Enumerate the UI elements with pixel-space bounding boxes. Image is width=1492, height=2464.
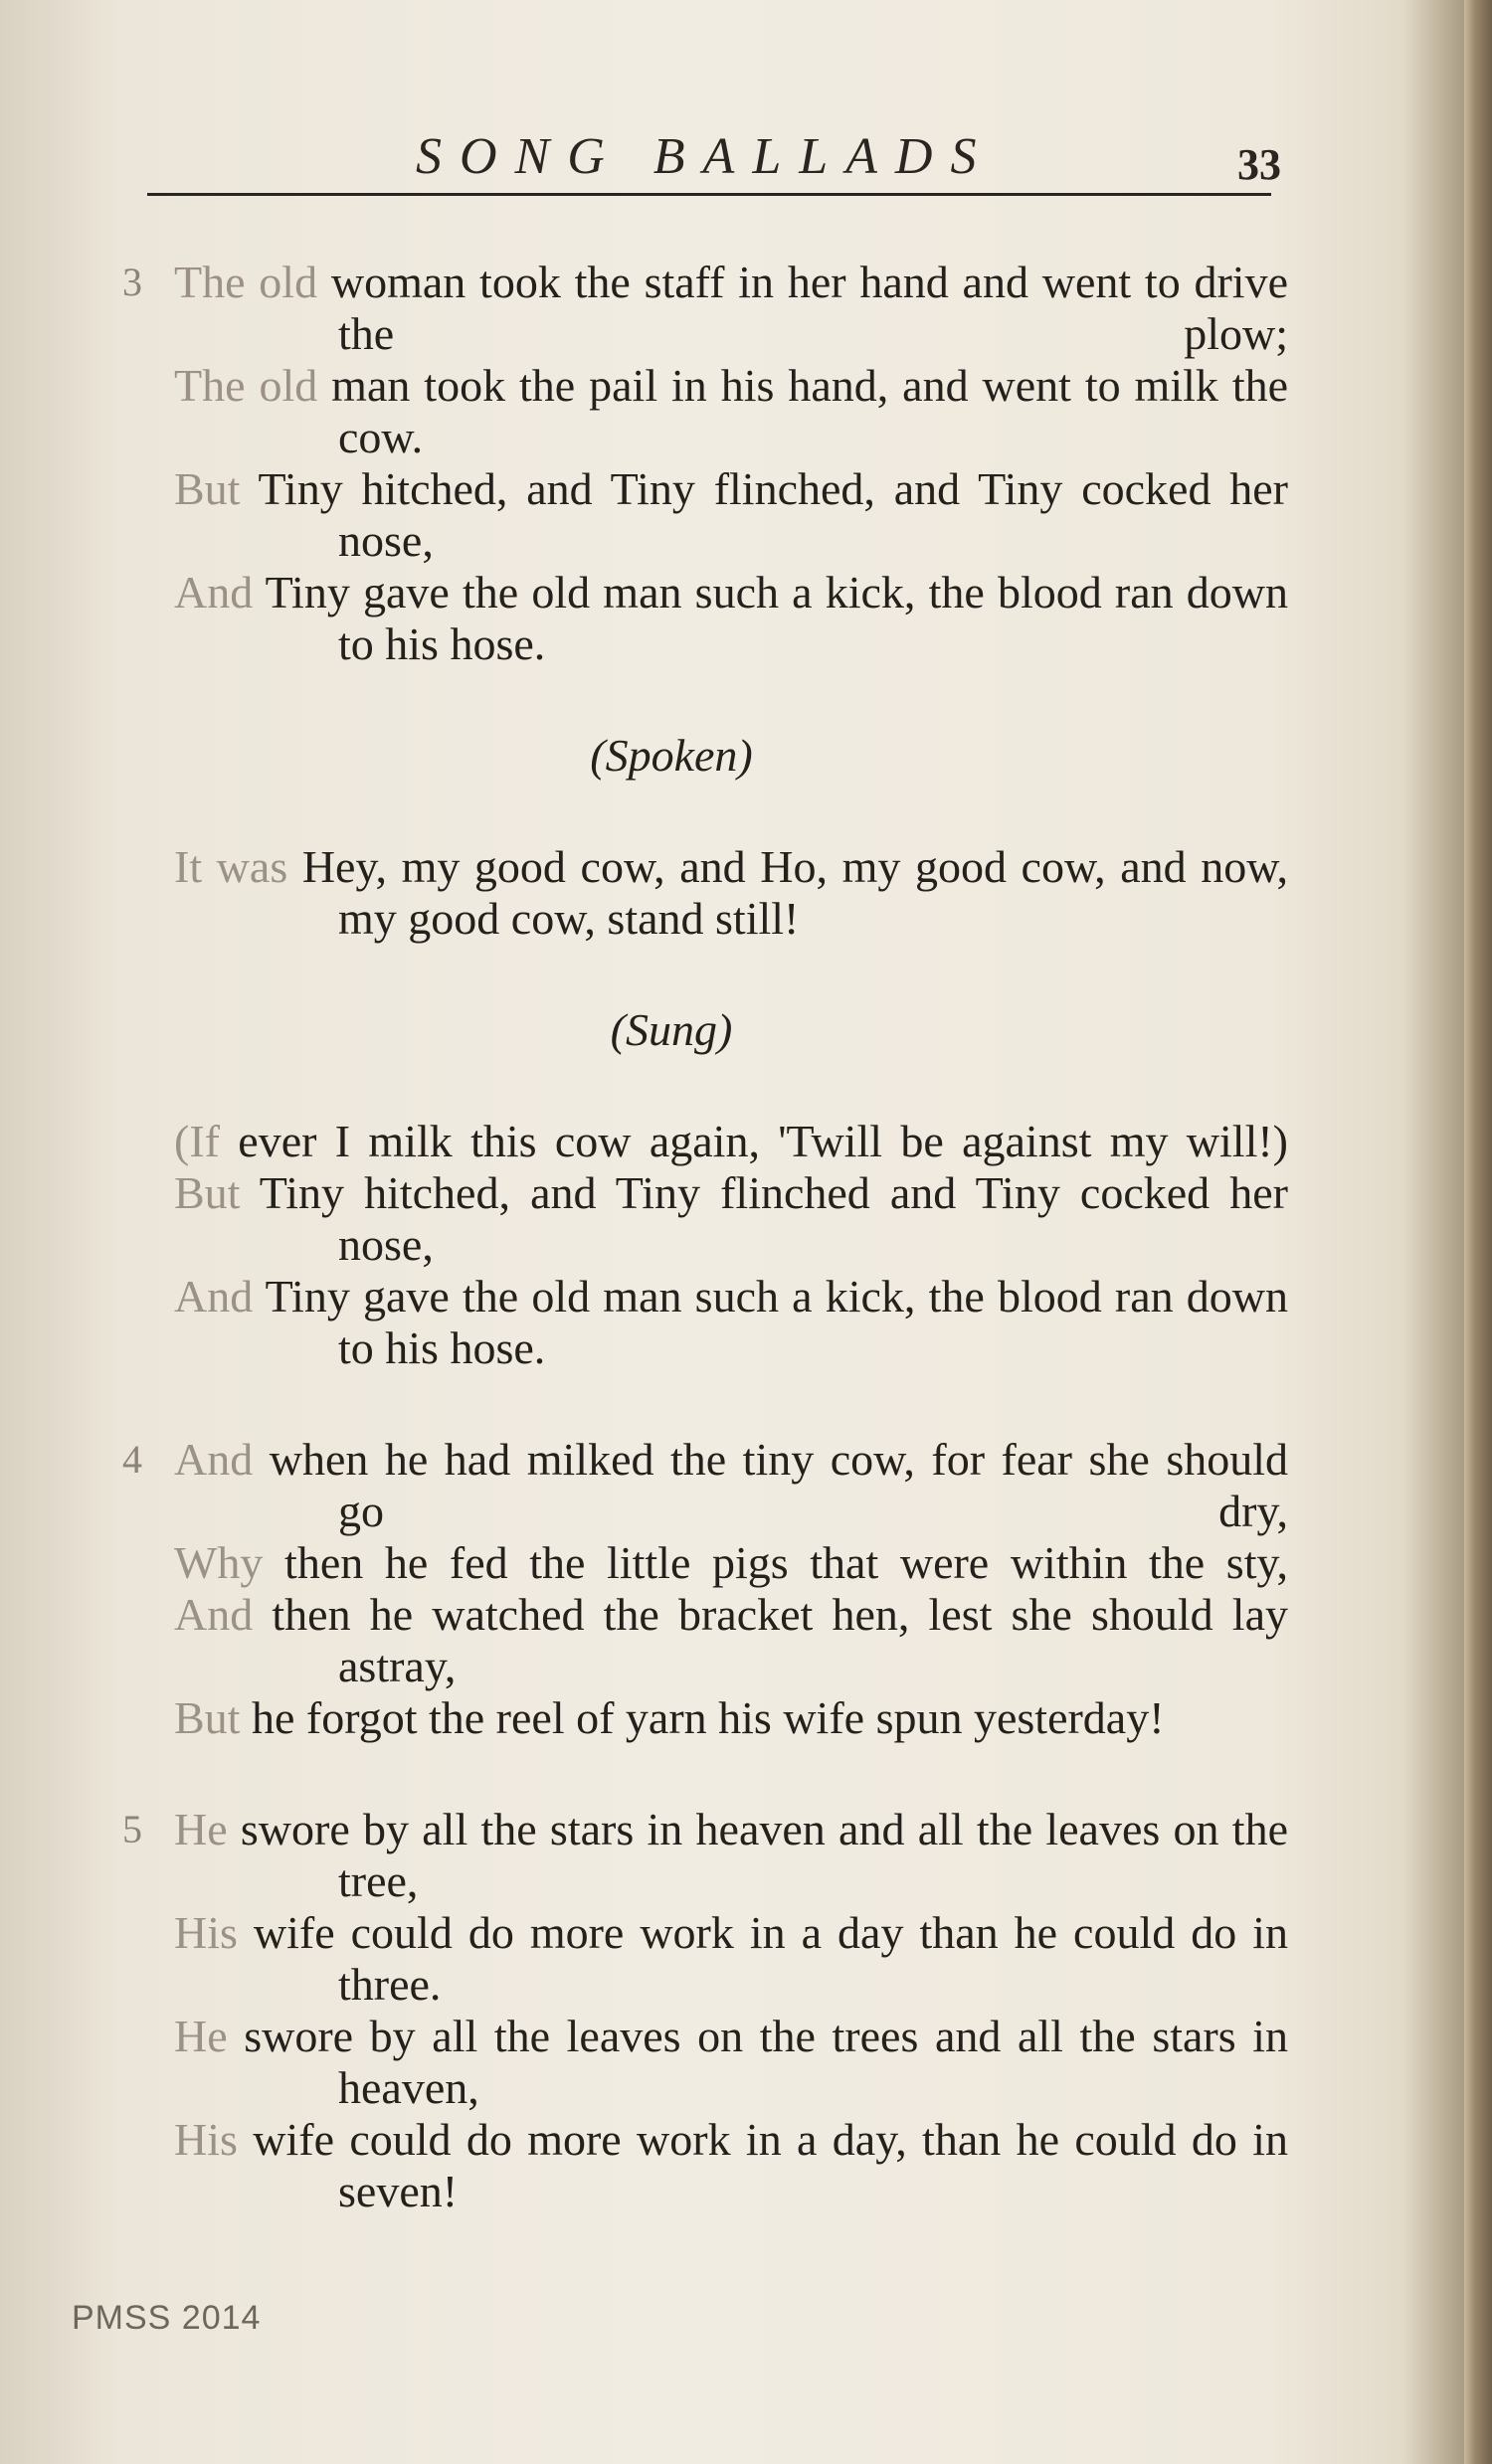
line-text: Tiny hitched, and Tiny flinched and Tiny cocked her nose, xyxy=(259,1167,1288,1270)
verse-line xyxy=(174,2114,1288,2217)
verse-line xyxy=(174,567,1288,670)
line-lead: The old xyxy=(174,360,318,411)
verse-line xyxy=(174,2011,1288,2114)
verse-line xyxy=(174,1167,1288,1271)
line-lead: But xyxy=(174,1692,241,1743)
line-lead: But xyxy=(174,1167,241,1218)
line-text: ever I milk this cow again, 'Twill be against my will!) xyxy=(238,1116,1288,1166)
line-lead: The old xyxy=(174,257,318,307)
line-text: swore by all the stars in heaven and all the leaves on the tree, xyxy=(240,1804,1288,1906)
line-lead: But xyxy=(174,463,241,514)
verse-4 xyxy=(122,1434,1289,1744)
header-rule xyxy=(147,193,1271,196)
line-lead: Why xyxy=(174,1537,264,1588)
line-lead: He xyxy=(174,2011,228,2061)
page-header xyxy=(147,117,1281,207)
page-number: 33 xyxy=(1237,140,1281,189)
line-text: man took the pail in his hand, and went to milk the cow. xyxy=(331,360,1289,462)
line-text: wife could do more work in a day than he could do in three. xyxy=(253,1907,1288,2010)
verse-number: 5 xyxy=(122,1807,142,1851)
verse-line xyxy=(174,1537,1288,1589)
verse-5 xyxy=(122,1804,1289,2217)
line-text: Tiny gave the old man such a kick, the blood ran down to his hose. xyxy=(265,1271,1289,1373)
line-text: then he watched the bracket hen, lest she should lay astray, xyxy=(272,1589,1289,1691)
verse-line xyxy=(174,360,1288,463)
line-text: when he had milked the tiny cow, for fear she should go dry, xyxy=(269,1434,1289,1536)
line-lead: His xyxy=(174,1907,238,1958)
running-title: SONG BALLADS xyxy=(416,128,995,185)
sung-label: (Sung) xyxy=(610,1004,733,1055)
line-lead: It was xyxy=(174,841,288,892)
line-text: woman took the staff in her hand and went to drive the plow; xyxy=(330,257,1288,359)
page-edge xyxy=(1464,0,1492,2464)
verse-line xyxy=(174,257,1288,360)
verse-number: 3 xyxy=(122,260,142,304)
line-lead: And xyxy=(174,567,254,617)
line-lead: He xyxy=(174,1804,228,1854)
line-text: Hey, my good cow, and Ho, my good cow, and now, my good cow, stand still! xyxy=(301,841,1289,944)
line-text: wife could do more work in a day, than he could do in seven! xyxy=(253,2114,1288,2216)
line-text: Tiny gave the old man such a kick, the blood ran down to his hose. xyxy=(265,567,1289,669)
line-text: Tiny hitched, and Tiny flinched, and Tiny cocked her nose, xyxy=(258,463,1288,566)
sung-verse xyxy=(174,1116,1288,1374)
song-text xyxy=(122,257,1289,2277)
verse-line xyxy=(174,1804,1288,1907)
line-lead: And xyxy=(174,1589,254,1640)
verse-3 xyxy=(122,257,1289,670)
line-text: then he fed the little pigs that were within the sty, xyxy=(284,1537,1289,1588)
line-text: swore by all the leaves on the trees and all the stars in heaven, xyxy=(244,2011,1289,2113)
verse-line xyxy=(174,463,1288,567)
line-lead: (If xyxy=(174,1116,220,1166)
spoken-verse xyxy=(174,841,1288,945)
verse-line xyxy=(174,1271,1288,1374)
verse-line xyxy=(174,841,1288,945)
verse-line xyxy=(174,1692,1288,1744)
verse-number: 4 xyxy=(122,1437,142,1482)
archive-watermark: PMSS 2014 xyxy=(72,2299,262,2337)
verse-line xyxy=(174,1907,1288,2011)
line-lead: His xyxy=(174,2114,238,2165)
verse-line xyxy=(174,1116,1288,1167)
spoken-label: (Spoken) xyxy=(590,730,753,781)
line-text: he forgot the reel of yarn his wife spun yesterday! xyxy=(251,1692,1165,1743)
verse-line xyxy=(174,1434,1288,1537)
line-lead: And xyxy=(174,1434,254,1485)
line-lead: And xyxy=(174,1271,254,1321)
verse-line xyxy=(174,1589,1288,1692)
